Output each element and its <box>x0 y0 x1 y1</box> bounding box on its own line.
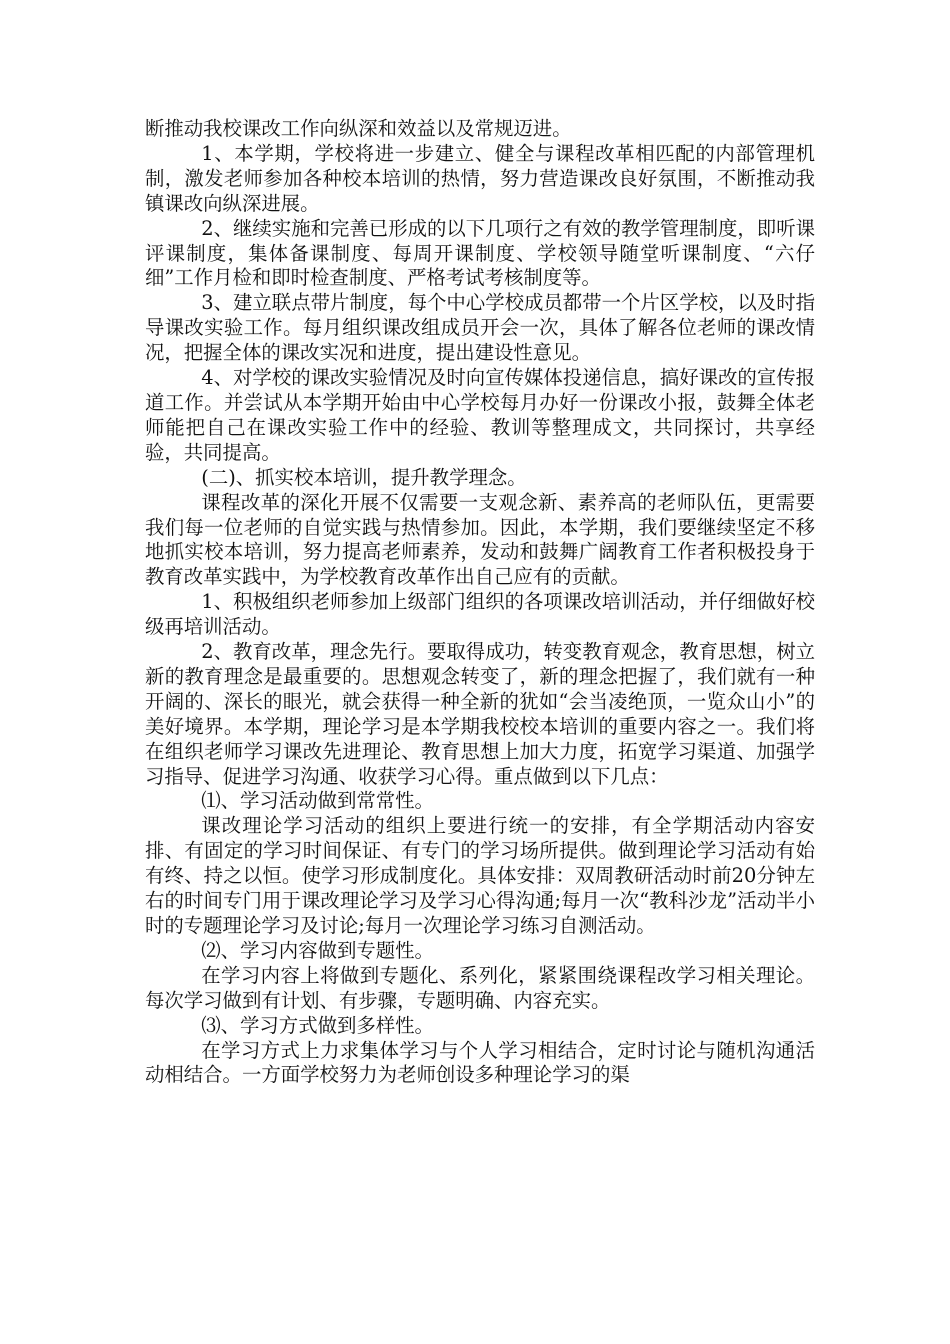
paragraph-regularity: 课改理论学习活动的组织上要进行统一的安排，有全学期活动内容安排、有固定的学习时间保证、有专门的学习场所提供。做到理论学习活动有始有终、持之以恒。使学习形成制度化。具体安排：双周教研活动时前20分钟左右的时间专门用于课改理论学习及学习心得沟通;每月一次“教科沙龙”活动半小时的专题理论学习及讨论;每月一次理论学习练习自测活动。 <box>145 814 815 937</box>
document-body <box>145 117 815 1088</box>
paragraph-training-1: 1、积极组织老师参加上级部门组织的各项课改培训活动，并仔细做好校级再培训活动。 <box>145 590 815 639</box>
paragraph-training-2: 2、教育改革，理念先行。要取得成功，转变教育观念，教育思想，树立新的教育理念是最重要的。思想观念转变了，新的理念把握了，我们就有一种开阔的、深长的眼光，就会获得一种全新的犹如“会当凌绝顶，一览众山小”的美好境界。本学期，理论学习是本学期我校校本培训的重要内容之一。我们将在组织老师学习课改先进理论、教育思想上加大力度，拓宽学习渠道、加强学习指导、促进学习沟通、收获学习心得。重点做到以下几点： <box>145 640 815 788</box>
paragraph-item-2: 2、继续实施和完善已形成的以下几项行之有效的教学管理制度，即听课评课制度，集体备课制度、每周开课制度、学校领导随堂听课制度、“六仔细”工作月检和即时检查制度、严格考试考核制度等。 <box>145 216 815 290</box>
subheading-regularity: ⑴、学习活动做到常常性。 <box>201 789 434 813</box>
section-heading-2: (二)、抓实校本培训，提升教学理念。 <box>201 465 527 489</box>
paragraph-topical: 在学习内容上将做到专题化、系列化，紧紧围绕课程改学习相关理论。每次学习做到有计划、有步骤，专题明确、内容充实。 <box>145 963 815 1012</box>
paragraph-continuation: 断推动我校课改工作向纵深和效益以及常规迈进。 <box>145 117 572 140</box>
paragraph-item-1: 1、本学期，学校将进一步建立、健全与课程改革相匹配的内部管理机制，激发老师参加各种校本培训的热情，努力营造课改良好氛围，不断推动我镇课改向纵深进展。 <box>145 141 815 215</box>
paragraph-section-intro: 课程改革的深化开展不仅需要一支观念新、素养高的老师队伍，更需要我们每一位老师的自觉实践与热情参加。因此，本学期，我们要继续坚定不移地抓实校本培训，努力提高老师素养，发动和鼓舞广阔教育工作者积极投身于教育改革实践中，为学校教育改革作出自己应有的贡献。 <box>145 490 815 589</box>
paragraph-item-4: 4、对学校的课改实验情况及时向宣传媒体投递信息，搞好课改的宣传报道工作。并尝试从本学期开始由中心学校每月办好一份课改小报，鼓舞全体老师能把自己在课改实验工作中的经验、教训等整理成文，共同探讨，共享经验，共同提高。 <box>145 366 815 464</box>
subheading-topical: ⑵、学习内容做到专题性。 <box>201 938 434 962</box>
subheading-diversity: ⑶、学习方式做到多样性。 <box>201 1013 434 1037</box>
paragraph-item-3: 3、建立联点带片制度，每个中心学校成员都带一个片区学校，以及时指导课改实验工作。每月组织课改组成员开会一次，具体了解各位老师的课改情况，把握全体的课改实况和进度，提出建设性意见。 <box>145 291 815 365</box>
paragraph-diversity: 在学习方式上力求集体学习与个人学习相结合，定时讨论与随机沟通活动相结合。一方面学校努力为老师创设多种理论学习的渠 <box>145 1038 815 1087</box>
